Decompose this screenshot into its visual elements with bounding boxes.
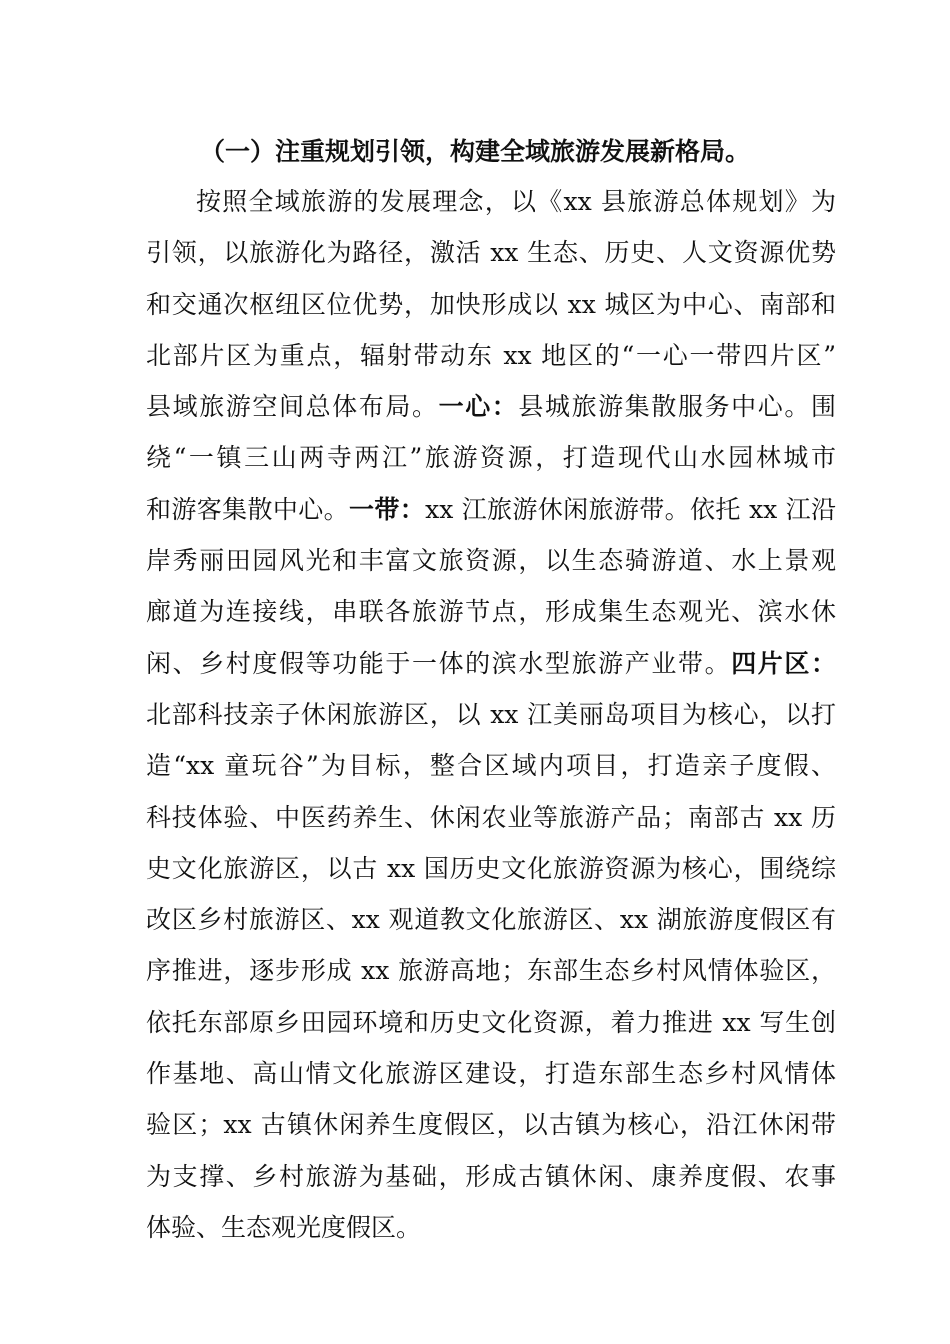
text-run: 绕“一镇三山两寺两江”旅游资源，打造现代山水园林城市 — [146, 443, 836, 473]
text-run: 造“xx 童玩谷”为目标，整合区域内项目，打造亲子度假、 — [146, 751, 836, 781]
text-run: 为支撑、乡村旅游为基础，形成古镇休闲、康养度假、农事 — [146, 1161, 836, 1191]
paragraph-line — [146, 227, 836, 278]
text-run: 科技体验、中医药养生、休闲农业等旅游产品；南部古 xx 历 — [146, 802, 836, 832]
text-run: 闲、乡村度假等功能于一体的滨水型旅游产业带。 — [146, 648, 732, 678]
paragraph-line — [146, 843, 836, 894]
paragraph-line — [146, 1048, 836, 1099]
text-run: 体验、生态观光度假区。 — [146, 1212, 422, 1242]
paragraph-line — [146, 638, 836, 689]
paragraph-line — [146, 1099, 836, 1150]
paragraph-line — [146, 1202, 836, 1253]
paragraph-line — [146, 740, 836, 791]
text-run: xx 江旅游休闲旅游带。依托 xx 江沿 — [425, 494, 836, 524]
text-run: 改区乡村旅游区、xx 观道教文化旅游区、xx 湖旅游度假区有 — [146, 905, 836, 935]
bold-term: 四片区： — [731, 648, 836, 678]
text-run: 和交通次枢纽区位优势，加快形成以 xx 城区为中心、南部和 — [146, 289, 836, 319]
paragraph-line — [146, 792, 836, 843]
text-run: 县城旅游集散服务中心。围 — [518, 392, 836, 422]
paragraph-line — [146, 176, 836, 227]
text-run: 和游客集散中心。 — [146, 494, 349, 524]
paragraph-line — [146, 432, 836, 483]
bold-term: 一心： — [438, 392, 519, 422]
paragraph-line — [146, 945, 836, 996]
text-run: 北部科技亲子休闲旅游区，以 xx 江美丽岛项目为核心，以打 — [146, 699, 836, 729]
text-run: 引领，以旅游化为路径，激活 xx 生态、历史、人文资源优势 — [146, 238, 836, 268]
paragraph-line — [146, 330, 836, 381]
paragraph-line — [146, 586, 836, 637]
text-run: 廊道为连接线，串联各旅游节点，形成集生态观光、滨水休 — [146, 597, 836, 627]
paragraph-line — [146, 381, 836, 432]
text-run: 岸秀丽田园风光和丰富文旅资源，以生态骑游道、水上景观 — [146, 546, 836, 576]
text-run: 序推进，逐步形成 xx 旅游高地；东部生态乡村风情体验区， — [146, 956, 836, 986]
text-run: 县域旅游空间总体布局。 — [146, 392, 439, 422]
text-run: 北部片区为重点，辐射带动东 xx 地区的“一心一带四片区” — [146, 340, 836, 370]
text-run: 验区；xx 古镇休闲养生度假区，以古镇为核心，沿江休闲带 — [146, 1110, 836, 1140]
bold-term: 一带： — [349, 494, 426, 524]
paragraph-line — [146, 279, 836, 330]
text-run: 按照全域旅游的发展理念，以《xx 县旅游总体规划》为 — [196, 187, 836, 216]
section-heading: （一）注重规划引领，构建全域旅游发展新格局。 — [200, 137, 751, 166]
body-paragraph — [146, 176, 836, 1253]
text-run: 依托东部原乡田园环境和历史文化资源，着力推进 xx 写生创 — [146, 1007, 836, 1037]
paragraph-line — [146, 1151, 836, 1202]
paragraph-line — [146, 997, 836, 1048]
text-run: 史文化旅游区，以古 xx 国历史文化旅游资源为核心，围绕综 — [146, 853, 836, 883]
paragraph-line — [146, 689, 836, 740]
paragraph-line — [146, 535, 836, 586]
text-run: 作基地、高山情文化旅游区建设，打造东部生态乡村风情体 — [146, 1059, 836, 1089]
paragraph-line — [146, 484, 836, 535]
paragraph-line — [146, 894, 836, 945]
